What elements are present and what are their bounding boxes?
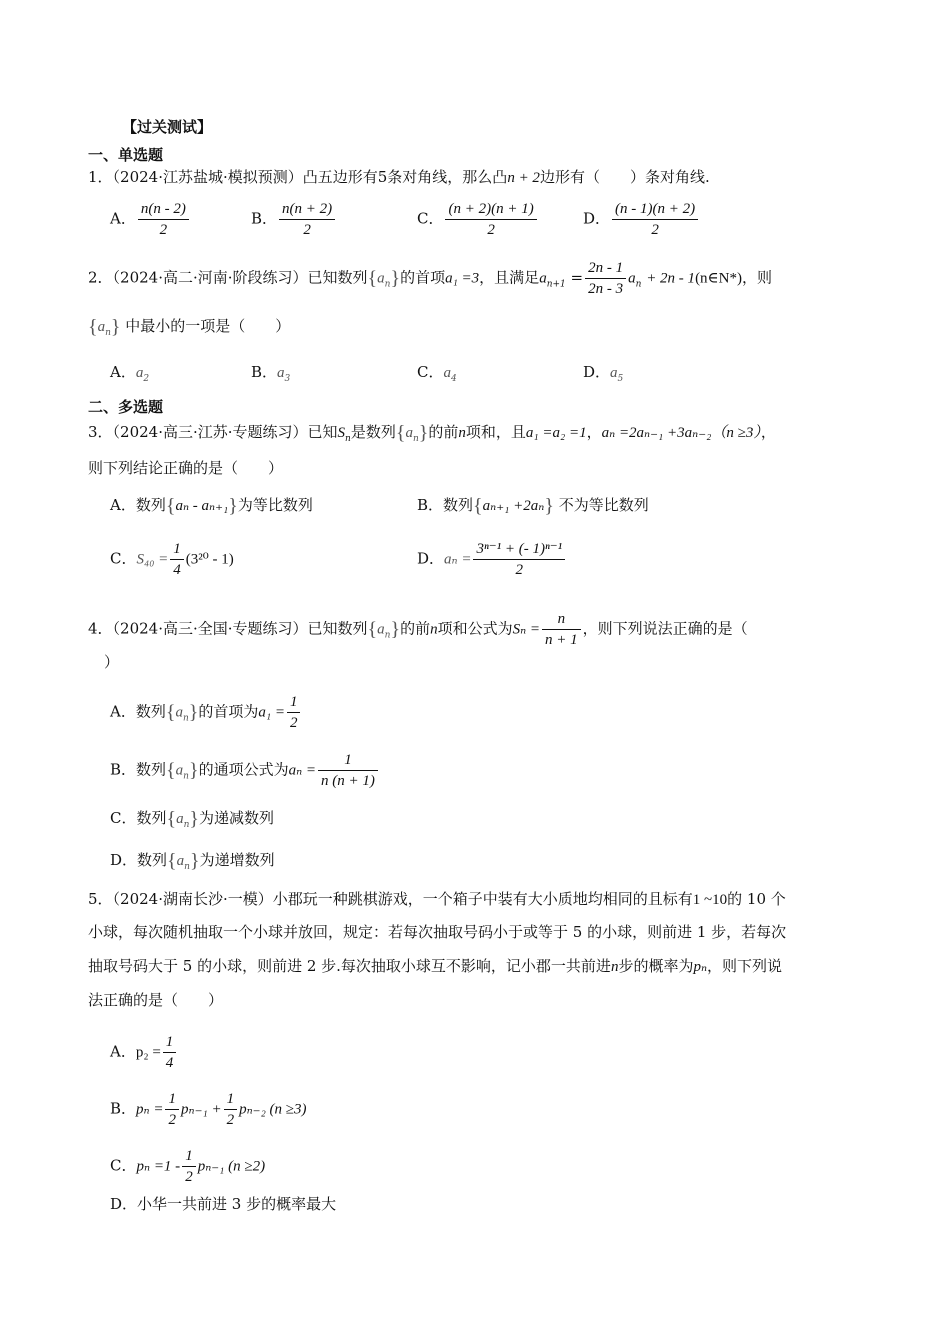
denominator: 2 (651, 222, 659, 238)
option-math: aₙ = (444, 551, 472, 568)
math-expr: (n∈N*) (695, 270, 742, 287)
stem-text: 已知数列 (307, 268, 368, 287)
option-text: 数列 (137, 851, 168, 869)
numerator: 1 (170, 539, 184, 560)
question-3-stem: 3．（2024·高三·江苏·专题练习）已知$S_n$是数列$\{a_n\}$的前n项和，且a₁ =a₂ =1，aₙ =2aₙ₋₁ +3aₙ₋₂（n ≥3）， (88, 422, 776, 444)
numerator: 1 (224, 1089, 238, 1110)
q3-option-a[interactable]: A．数列{aₙ - aₙ₊₁}为等比数列 (110, 495, 313, 517)
q4-option-b[interactable]: B．数列$\{a_n\}$的通项公式为aₙ = $\frac{1}{n (n + 1)}$ (110, 750, 380, 791)
q5-option-c[interactable] (110, 1146, 265, 1187)
option-label: C． (417, 209, 444, 228)
stem-text: 是数列 (350, 423, 396, 441)
option-label: D． (110, 851, 138, 869)
question-5-line2: 小球，每次随机抽取一个小球并放回，规定：若每次抽取号码小于或等于 5 的小球，则前进 1 步，若每次 (88, 923, 787, 941)
option-label: D． (417, 549, 445, 568)
option-label: B． (251, 209, 278, 228)
math-expr: （n ≥3） (711, 425, 761, 441)
denominator: 2 (515, 562, 524, 578)
question-5-line1 (88, 889, 786, 910)
option-math: a (277, 365, 285, 381)
option-text: 为递增数列 (199, 851, 275, 869)
q4-option-d[interactable]: D．数列$\{a_n\}$为递增数列 (110, 850, 275, 872)
question-source: （2024·高二·河南·阶段练习） (112, 268, 308, 287)
option-label: B． (251, 363, 278, 381)
question-2-stem: 2．（2024·高二·河南·阶段练习）已知数列$\{a_n\}$的首项a₁ =3，且满足$a_{n+1}$ = $\frac{2n - 1}{2n - 3}$ $a_n + 2n$ - 1(n∈N*)，则 (88, 260, 773, 297)
stem-text: 项和，且 (465, 423, 526, 441)
stem-text: 抽取号码大于 5 的小球，则前进 2 步.每次抽取小球互不影响，记小郡一共前进 (88, 957, 611, 975)
option-math: (3²⁰ - 1) (185, 551, 234, 568)
option-math: aₙ₊₁ +2aₙ (482, 498, 545, 514)
numerator: 2n - 1 (585, 258, 626, 279)
q5-option-b[interactable] (110, 1089, 307, 1130)
question-source: （2024·湖南长沙·一模） (112, 890, 273, 908)
numerator: 1 (182, 1146, 196, 1167)
math-expr: + 2n - 1 (646, 270, 696, 287)
option-text: 数列 (135, 496, 166, 514)
stem-text: 步的概率为 (618, 957, 694, 975)
fraction (612, 199, 698, 240)
denominator: 2 (487, 222, 495, 238)
option-label: D． (583, 363, 611, 381)
option-math: aₙ = (288, 762, 317, 779)
fraction (182, 1146, 196, 1187)
numerator: 1 (165, 1089, 179, 1110)
option-text: 不为等比数列 (558, 496, 649, 514)
q5-option-a[interactable] (110, 1032, 178, 1073)
option-text: 的首项为 (198, 702, 259, 721)
option-label: C． (417, 363, 444, 381)
fraction (224, 1089, 238, 1130)
option-math: pₙ₋₁ + (180, 1101, 222, 1118)
stem-text: ，则下列说法正确的是（ (582, 619, 748, 638)
question-number: 4． (88, 619, 113, 638)
option-label: A． (110, 363, 136, 381)
option-label: B． (110, 1099, 137, 1118)
question-source: （2024·高三·江苏·专题练习） (112, 423, 308, 441)
question-5-line4: 法正确的是（ ） (88, 991, 224, 1009)
stem-text: 的前 (400, 619, 431, 638)
q2-option-c[interactable] (417, 362, 457, 389)
question-1-stem (88, 167, 710, 188)
fraction (585, 258, 626, 299)
option-math: pₙ =1 - (136, 1158, 181, 1175)
option-label: A． (110, 1042, 136, 1061)
option-math: pₙ₋₁ (n ≥2) (197, 1158, 266, 1175)
option-label: A． (110, 209, 136, 228)
q2-option-b[interactable] (251, 362, 290, 389)
denominator: 2 (185, 1169, 193, 1185)
option-label: D． (110, 1195, 138, 1213)
question-number: 5． (88, 890, 113, 908)
denominator: 2 (159, 222, 168, 238)
option-math: aₙ - aₙ₊₁ (175, 498, 229, 514)
option-label: C． (110, 1156, 137, 1175)
subscript: 2 (143, 374, 150, 384)
option-math: a₁ = (258, 704, 285, 721)
option-label: A． (110, 702, 136, 721)
fraction (165, 1089, 179, 1130)
option-label: C． (110, 549, 137, 568)
option-math: pₙ₋₂ (n ≥3) (239, 1101, 307, 1118)
stem-text: ，且满足 (479, 268, 540, 287)
q5-option-d[interactable] (110, 1194, 336, 1214)
option-math: a (135, 365, 144, 381)
q2-option-d[interactable] (583, 362, 623, 389)
fraction (445, 199, 536, 240)
q1-option-c[interactable] (417, 199, 539, 240)
section-single-choice: 一、单选题 (88, 146, 164, 164)
fraction (542, 609, 581, 650)
fraction (318, 750, 378, 791)
fraction (138, 199, 189, 240)
option-text: 数列 (443, 496, 474, 514)
stem-text: 的首项 (400, 268, 446, 287)
math-expr: n (610, 959, 619, 975)
question-number: 1． (88, 168, 113, 186)
stem-text: 小郡玩一种跳棋游戏，一个箱子中装有大小质地均相同的且标有 (272, 890, 693, 908)
option-text: 小华一共前进 3 步的概率最大 (137, 1195, 337, 1213)
question-4-close: ） (104, 653, 120, 671)
math-expr: Sₙ = (512, 621, 541, 638)
stem-text: 项和公式为 (437, 619, 513, 638)
question-number: 2． (88, 268, 113, 287)
denominator: 2 (168, 1112, 176, 1128)
option-text: 数列 (136, 760, 167, 779)
option-label: A． (110, 496, 136, 514)
option-math: a (610, 365, 618, 381)
fraction (163, 1032, 177, 1073)
option-text: 为递减数列 (199, 809, 275, 827)
option-label: B． (110, 760, 137, 779)
question-3-line2: 则下列结论正确的是（ ） (88, 459, 284, 477)
math-expr: pₙ (693, 959, 708, 975)
q4-option-a[interactable]: A．数列$\{a_n\}$的首项为a₁ = $\frac{1}{2}$ (110, 692, 302, 733)
math-expr: n (458, 425, 466, 441)
denominator: n + 1 (545, 632, 578, 648)
numerator: n (542, 609, 581, 630)
math-expr: a (539, 270, 547, 287)
denominator: 2n - 3 (588, 281, 624, 297)
numerator: 1 (163, 1032, 177, 1053)
denominator: 2 (303, 222, 311, 238)
math-expr: a (377, 270, 385, 287)
math-expr: a (628, 270, 636, 287)
stem-text: 边形有（ ）条对角线. (539, 168, 710, 186)
math-expr: a₁ =a₂ =1 (525, 425, 587, 441)
numerator: (n + 2)(n + 1) (445, 199, 536, 220)
q1-option-a[interactable] (110, 199, 191, 240)
stem-text: 已知数列 (307, 619, 368, 638)
stem-text: 凸五边形有5条对角线，那么凸 (302, 168, 508, 186)
option-math: p₂ = (135, 1044, 161, 1061)
q3-option-c[interactable] (110, 539, 234, 580)
numerator: 1 (287, 692, 301, 713)
question-2-line2: $\{a_n\}$ 中最小的一项是（ ） (88, 316, 291, 338)
fraction (287, 692, 301, 733)
denominator: n (n + 1) (321, 773, 375, 789)
math-expr: n + 2 (507, 170, 540, 186)
stem-text: 已知 (307, 423, 338, 441)
section-multi-choice: 二、多选题 (88, 398, 164, 416)
math-expr: a₁ =3 (445, 270, 480, 287)
option-label: B． (417, 496, 444, 514)
q1-option-b[interactable] (251, 199, 337, 240)
option-math: pₙ = (136, 1101, 164, 1118)
math-expr: n (430, 621, 438, 638)
q3-option-d[interactable] (417, 539, 567, 580)
stem-text: ，则 (742, 268, 773, 287)
stem-text: ，则下列说 (707, 957, 783, 975)
math-expr: 1 ~10 (692, 892, 728, 908)
numerator: 1 (318, 750, 378, 771)
option-text: 数列 (135, 702, 166, 721)
option-text: 为等比数列 (237, 496, 313, 514)
q1-option-d[interactable] (583, 199, 700, 240)
subscript: 4 (450, 374, 457, 384)
numerator: (n - 1)(n + 2) (612, 199, 698, 220)
option-label: C． (110, 809, 137, 827)
stem-text: 的 10 个 (727, 890, 786, 908)
page-title: 【过关测试】 (122, 118, 213, 136)
q2-option-a[interactable] (110, 362, 149, 389)
option-text: 数列 (136, 809, 167, 827)
option-text: 的通项公式为 (198, 760, 289, 779)
option-math: a (443, 365, 451, 381)
denominator: 2 (289, 715, 298, 731)
q3-option-b[interactable]: B．数列{aₙ₊₁ +2aₙ} 不为等比数列 (417, 495, 649, 517)
question-source: （2024·高三·全国·专题练习） (112, 619, 308, 638)
math-expr: aₙ =2aₙ₋₁ +3aₙ₋₂ (601, 425, 712, 441)
q4-option-c[interactable]: C．数列$\{a_n\}$为递减数列 (110, 808, 275, 830)
option-math: S₄₀ = (136, 551, 169, 568)
subscript: 5 (617, 374, 624, 384)
numerator: n(n - 2) (138, 199, 189, 220)
numerator: 3ⁿ⁻¹ + (- 1)ⁿ⁻¹ (473, 539, 565, 560)
numerator: n(n + 2) (279, 199, 335, 220)
question-5-line3 (88, 956, 782, 977)
subscript: 3 (284, 374, 291, 384)
stem-text: 中最小的一项是（ ） (125, 317, 291, 335)
denominator: 2 (226, 1112, 235, 1128)
stem-text: 的前 (428, 423, 459, 441)
question-source: （2024·江苏盐城·模拟预测） (112, 168, 303, 186)
math-expr: S (337, 425, 346, 441)
fraction (473, 539, 565, 580)
question-number: 3． (88, 423, 113, 441)
denominator: 4 (165, 1055, 174, 1071)
denominator: 4 (173, 562, 181, 578)
question-4-stem: 4．（2024·高三·全国·专题练习）已知数列$\{a_n\}$的前n项和公式为Sₙ = $\frac{n}{n + 1}$ ，则下列说法正确的是（ (88, 611, 748, 648)
fraction (170, 539, 184, 580)
fraction (279, 199, 335, 240)
option-label: D． (583, 209, 611, 228)
